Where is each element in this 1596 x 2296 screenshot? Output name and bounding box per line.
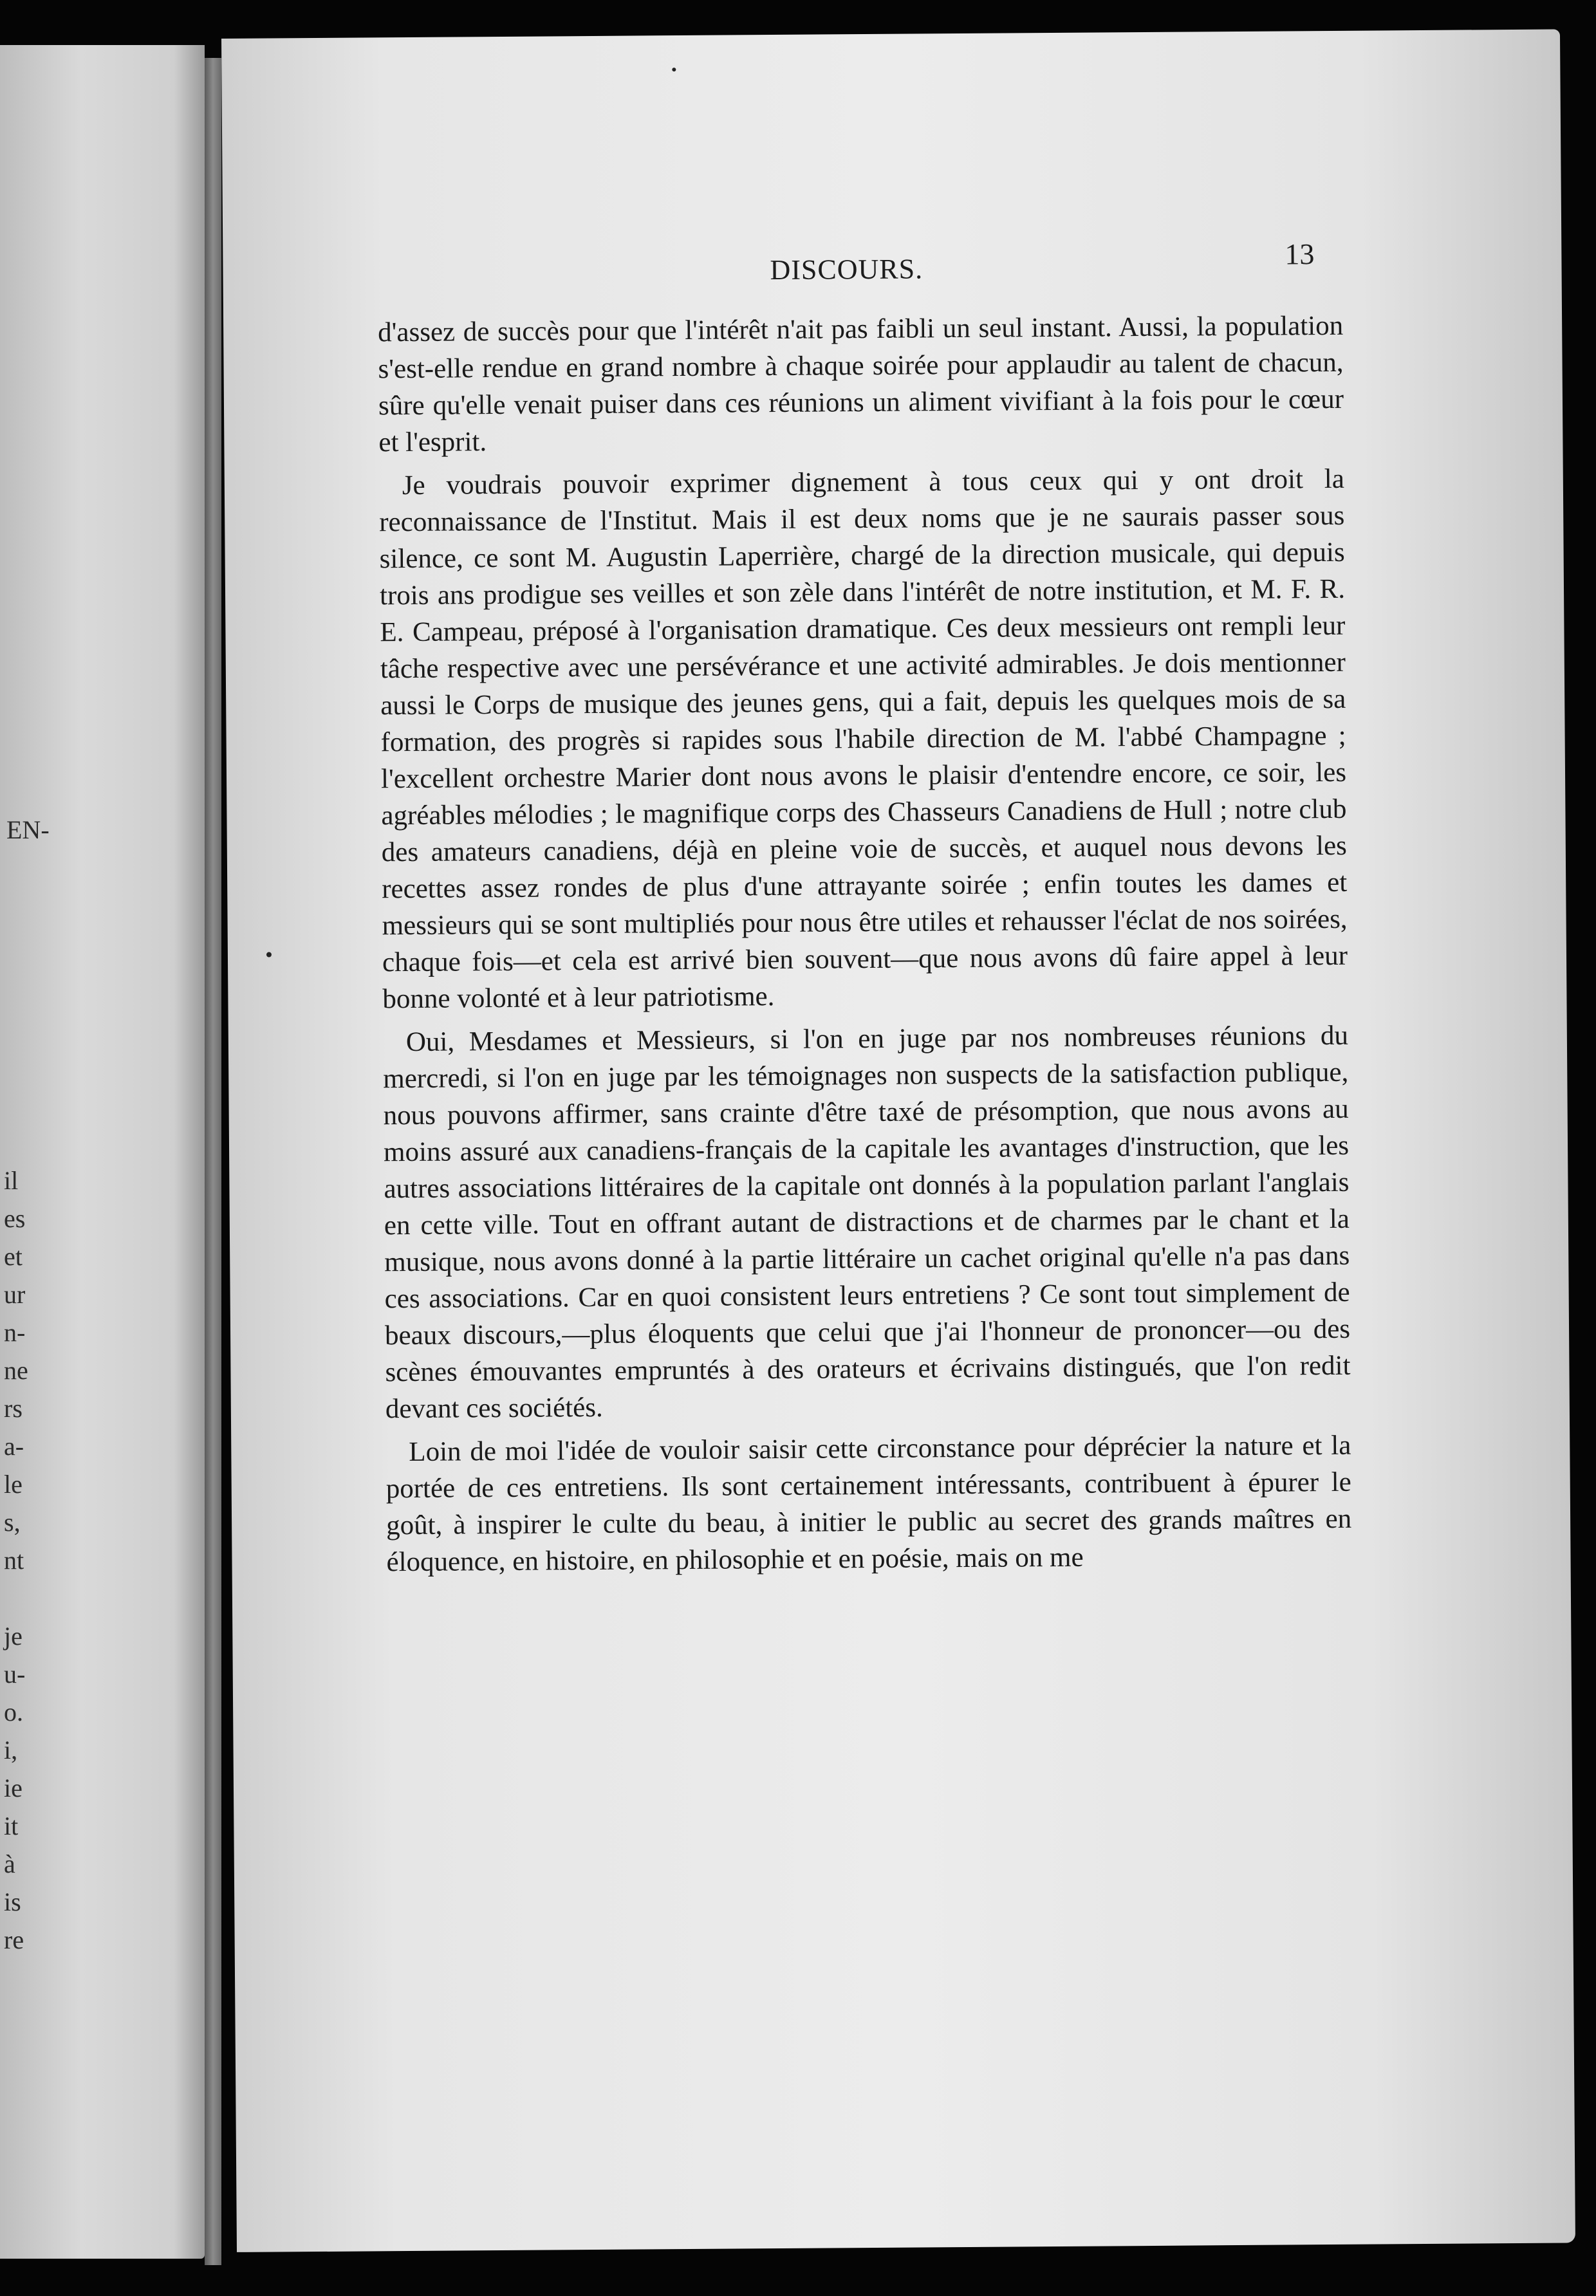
- left-fragment-line: [4, 1579, 62, 1617]
- scan-speck: [266, 952, 272, 957]
- left-fragment-line: je: [4, 1622, 23, 1651]
- left-fragment-line: es: [4, 1204, 26, 1233]
- running-head: DISCOURS.: [770, 253, 923, 286]
- body-text: [378, 308, 1352, 1587]
- left-page-edge: [0, 45, 205, 2259]
- left-fragment-line: re: [4, 1925, 24, 1954]
- left-fragment-line: à: [4, 1849, 15, 1878]
- page-number: 13: [1285, 237, 1315, 271]
- right-page: [221, 29, 1575, 2252]
- left-fragment-line: ne: [4, 1356, 28, 1385]
- left-fragment-line: il: [4, 1166, 19, 1195]
- scan-speck: [672, 68, 676, 71]
- paragraph: Je voudrais pouvoir exprimer dignement à tous ceux qui y ont droit la reconnaissance de l'Institut. Mais il est deux noms que je ne saurais passer sous silence, ce sont M. Augustin Laperrière, chargé de la direction musicale, qui depuis trois ans prodigue ses veilles et son zèle dans l'intérêt de notre institution, et M. F. R. E. Campeau, préposé à l'organisation dramatique. Ces deux messieurs ont rempli leur tâche respective avec une persévérance et une activité admirables. Je dois mentionner aussi le Corps de musique des jeunes gens, qui a fait, depuis les quelques mois de sa formation, des progrès si rapides sous l'habile direction de M. l'abbé Champagne ; l'excellent orchestre Marier dont nous avons le plaisir d'entendre encore, ce soir, les agréables mélodies ; le magnifique corps des Chasseurs Canadiens de Hull ; notre club des amateurs canadiens, déjà en pleine voie de succès, et auquel nous devons les recettes assez rondes de plus d'une attrayante soirée ; enfin toutes les dames et messieurs qui se sont multipliés pour nous être utiles et rehausser l'éclat de nos soirées, chaque fois—et cela est arrivé bien souvent—que nous avons dû faire appel à leur bonne volonté et à leur patriotisme.: [379, 463, 1348, 1015]
- book-gutter: [205, 58, 221, 2265]
- paragraph: d'assez de succès pour que l'intérêt n'ait pas faibli un seul instant. Aussi, la population s'est-elle rendue en grand nombre à chaque soirée pour applaudir au talent de chacun, sûre qu'elle venait puiser dans ces réunions un aliment vivifiant à la fois pour le cœur et l'esprit.: [378, 310, 1344, 458]
- left-page-column: [4, 1162, 62, 1959]
- left-fragment-line: rs: [4, 1394, 23, 1423]
- paragraph: Loin de moi l'idée de vouloir saisir cette circonstance pour déprécier la nature et la portée de ces entretiens. Ils sont certainement intéressants, contribuent à épurer le goût, à inspirer le culte du beau, à initier le public au secret des grands maîtres en éloquence, en histoire, en philosophie et en poésie, mais on me: [385, 1430, 1352, 1578]
- left-fragment-line: le: [4, 1470, 23, 1499]
- left-fragment-line: a-: [4, 1432, 24, 1461]
- left-fragment-line: et: [4, 1242, 23, 1271]
- left-fragment-line: s,: [4, 1508, 21, 1537]
- left-fragment-line: i,: [4, 1736, 18, 1764]
- left-fragment-line: it: [4, 1811, 19, 1840]
- paragraph: Oui, Mesdames et Messieurs, si l'on en juge par nos nombreuses réunions du mercredi, si l'on en juge par les témoignages non suspects de la satisfaction publique, nous pouvons affirmer, sans crainte d'être taxé de présomption, que nous avons au moins assuré aux canadiens-français de la capitale les avantages d'instruction, que les autres associations littéraires de la capitale ont donnés à la population parlant l'anglais en cette ville. Tout en offrant autant de distractions et de charmes par le chant et la musique, nous avons donné à la partie littéraire un cachet original qu'elle n'a pas dans ces associations. Car en quoi consistent leurs entretiens ? Ce sont tout simplement de beaux discours,—plus éloquents que celui que j'ai l'honneur de prononcer—ou des scènes émouvantes empruntés à des orateurs et écrivains distingués, que l'on redit devant ces sociétés.: [383, 1020, 1351, 1425]
- left-fragment-line: is: [4, 1887, 21, 1916]
- left-fragment-line: nt: [4, 1546, 24, 1575]
- left-page-fragment: EN-: [6, 815, 50, 844]
- left-fragment-line: ur: [4, 1280, 26, 1309]
- left-fragment-line: n-: [4, 1318, 26, 1347]
- left-fragment-line: ie: [4, 1773, 23, 1802]
- left-fragment-line: u-: [4, 1660, 26, 1689]
- left-fragment-line: o.: [4, 1698, 23, 1727]
